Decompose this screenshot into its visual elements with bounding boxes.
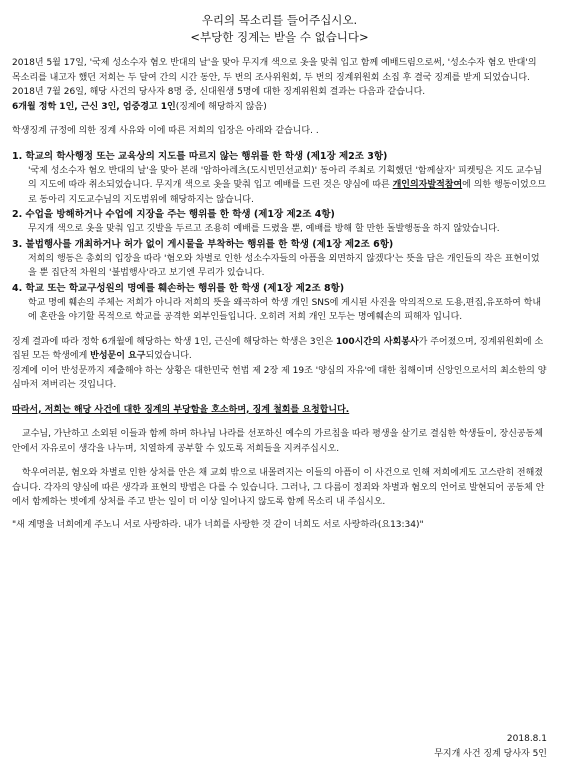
result-paragraph: 징계 결과에 따라 정학 6개월에 해당하는 학생 1인, 근신에 해당하는 학생은 3인은 100시간의 사회봉사가 주어졌으며, 징계위원회에 소집된 모든 학생에게 반성문이 요구되었습니다.: [12, 336, 544, 361]
conscience-paragraph: 징계에 이어 반성문까지 제출해야 하는 상황은 대한민국 헌법 제 2장 제 19조 '양심의 자유'에 대한 침해이며 신앙인으로서의 최소한의 양심마저 져버리는 것입니다.: [12, 365, 547, 390]
section-body: 학교 명예 훼손의 주체는 저희가 아니라 저희의 뜻을 왜곡하여 학생 개인 SNS에 게시된 사진을 악의적으로 도용,편집,유포하여 학내에 혼란을 야기할 목적으로 학교를 공격한 외부인들입니다. 오히려 저희 개인 모두는 명예훼손의 피해자 입니다.: [28, 297, 542, 322]
rules-intro: 학생징계 규정에 의한 징계 사유와 이에 따른 저희의 입장은 아래와 같습니다. .: [12, 126, 319, 136]
section-body: 저희의 행동은 총회의 입장을 따라 '혐오와 차별로 인한 성소수자들의 아픔을 외면하지 않겠다'는 뜻을 담은 개인들의 작은 표현이었을 뿐 집단적 차원의 '불법행사'라고 보기엔 무리가 있습니다.: [28, 253, 540, 278]
section-body: '국제 성소수자 혐오 반대의 날'을 맞아 본래 '암하아레츠(도시빈민선교회)' 동아리 주최로 기획했던 '함께살자' 피켓팅은 지도 교수님의 지도에 따라 취소되었습니다. 무지개 색으로 옷을 맞춰 입고 예배를 드린 것은 양심에 따른 개인의자발적참여에 의한 행동이었으므로 동아리 지도교수님의 지도범위에 해당하지는 않습니다.: [28, 165, 547, 205]
demand-statement: 따라서, 저희는 해당 사건에 대한 징계의 부당함을 호소하며, 징계 철회를 요청합니다.: [12, 404, 350, 415]
appeal-professors: 교수님, 가난하고 소외된 이들과 함께 하며 하나님 나라를 선포하신 예수의 가르침을 따라 평생을 살기로 결심한 학생들이, 장신공동체 안에서 자유로이 생각을 나누며, 치열하게 공부할 수 있도록 저희들을 지켜주십시오.: [12, 429, 543, 454]
document-title: 우리의 목소리를 들어주십시오.: [201, 13, 358, 27]
section-heading: 3. 불법행사를 개최하거나 허가 없이 게시물을 부착하는 행위를 한 학생 (제1장 제2조 6항): [12, 238, 394, 250]
section-body: 무지개 색으로 옷을 맞춰 입고 깃발을 두르고 조용히 예배를 드렸을 뿐, 예배를 방해 할 만한 돌발행동을 하지 않았습니다.: [28, 224, 500, 234]
section-1: [12, 149, 547, 208]
section-3: [12, 237, 547, 281]
appeal-students: 학우여러분, 혐오와 차별로 인한 상처를 안은 채 교회 밖으로 내몰려지는 이들의 아픔이 이 사건으로 인해 저희에게도 고스란히 전해졌습니다. 각자의 양심에 따른 생각과 표현의 방법은 다를 수 있습니다. 그러나, 그 다름이 정죄와 차별과 혐오의 언어로 발현되어 공동체 안에서 함께하는 벗에게 상처를 주고 받는 일이 더 이상 일어나지 않도록 함께 목소리 내 주십시오.: [12, 468, 545, 507]
title-block: [12, 12, 547, 46]
community-service-phrase: 100시간의 사회봉사: [335, 336, 419, 347]
section-2: [12, 207, 547, 237]
signature: 무지개 사건 징계 당사자 5인: [434, 749, 547, 759]
bible-quote: "새 계명을 너희에게 주노니 서로 사랑하라. 내가 너희를 사랑한 것 같이 너희도 서로 사랑하라(요13:34)": [12, 519, 424, 530]
document-date: 2018.8.1: [506, 734, 547, 744]
disciplinary-result: [12, 100, 547, 115]
signature-block: [434, 732, 547, 762]
intro-paragraph: 2018년 5월 17일, '국제 성소수자 혐오 반대의 날'을 맞아 무지개 색으로 옷을 맞춰 입고 함께 예배드림으로써, '성소수자 혐오 반대'의 목소리를 내고자 했던 저희는 두 달여 간의 시간 동안, 두 번의 조사위원회, 두 번의 징계위원회 소집 후 결국 징계를 받게 되었습니다.: [12, 58, 537, 83]
disciplinary-result-main: 6개월 정학 1인, 근신 3인, 엄중경고 1인: [12, 101, 176, 112]
section-4: [12, 281, 547, 325]
emphasized-phrase: 개인의자발적참여: [392, 180, 463, 190]
intro-result-line: 2018년 7월 26일, 해당 사건의 당사자 8명 중, 신대원생 5명에 대한 징계위원회 결과는 다음과 같습니다.: [12, 87, 426, 97]
section-heading: 2. 수업을 방해하거나 수업에 지장을 주는 행위를 한 학생 (제1장 제2조 4항): [12, 209, 335, 220]
section-heading: 4. 학교 또는 학교구성원의 명예를 훼손하는 행위를 한 학생 (제1장 제2조 8항): [12, 282, 345, 294]
reflection-letter-phrase: 반성문이 요구: [90, 351, 146, 361]
disciplinary-result-note: (징계에 해당하지 않음): [175, 101, 267, 112]
section-heading: 1. 학교의 학사행정 또는 교육상의 지도를 따르지 않는 행위를 한 학생 (제1장 제2조 3항): [12, 150, 388, 162]
document-subtitle: <부당한 징계는 받을 수 없습니다>: [190, 30, 369, 44]
